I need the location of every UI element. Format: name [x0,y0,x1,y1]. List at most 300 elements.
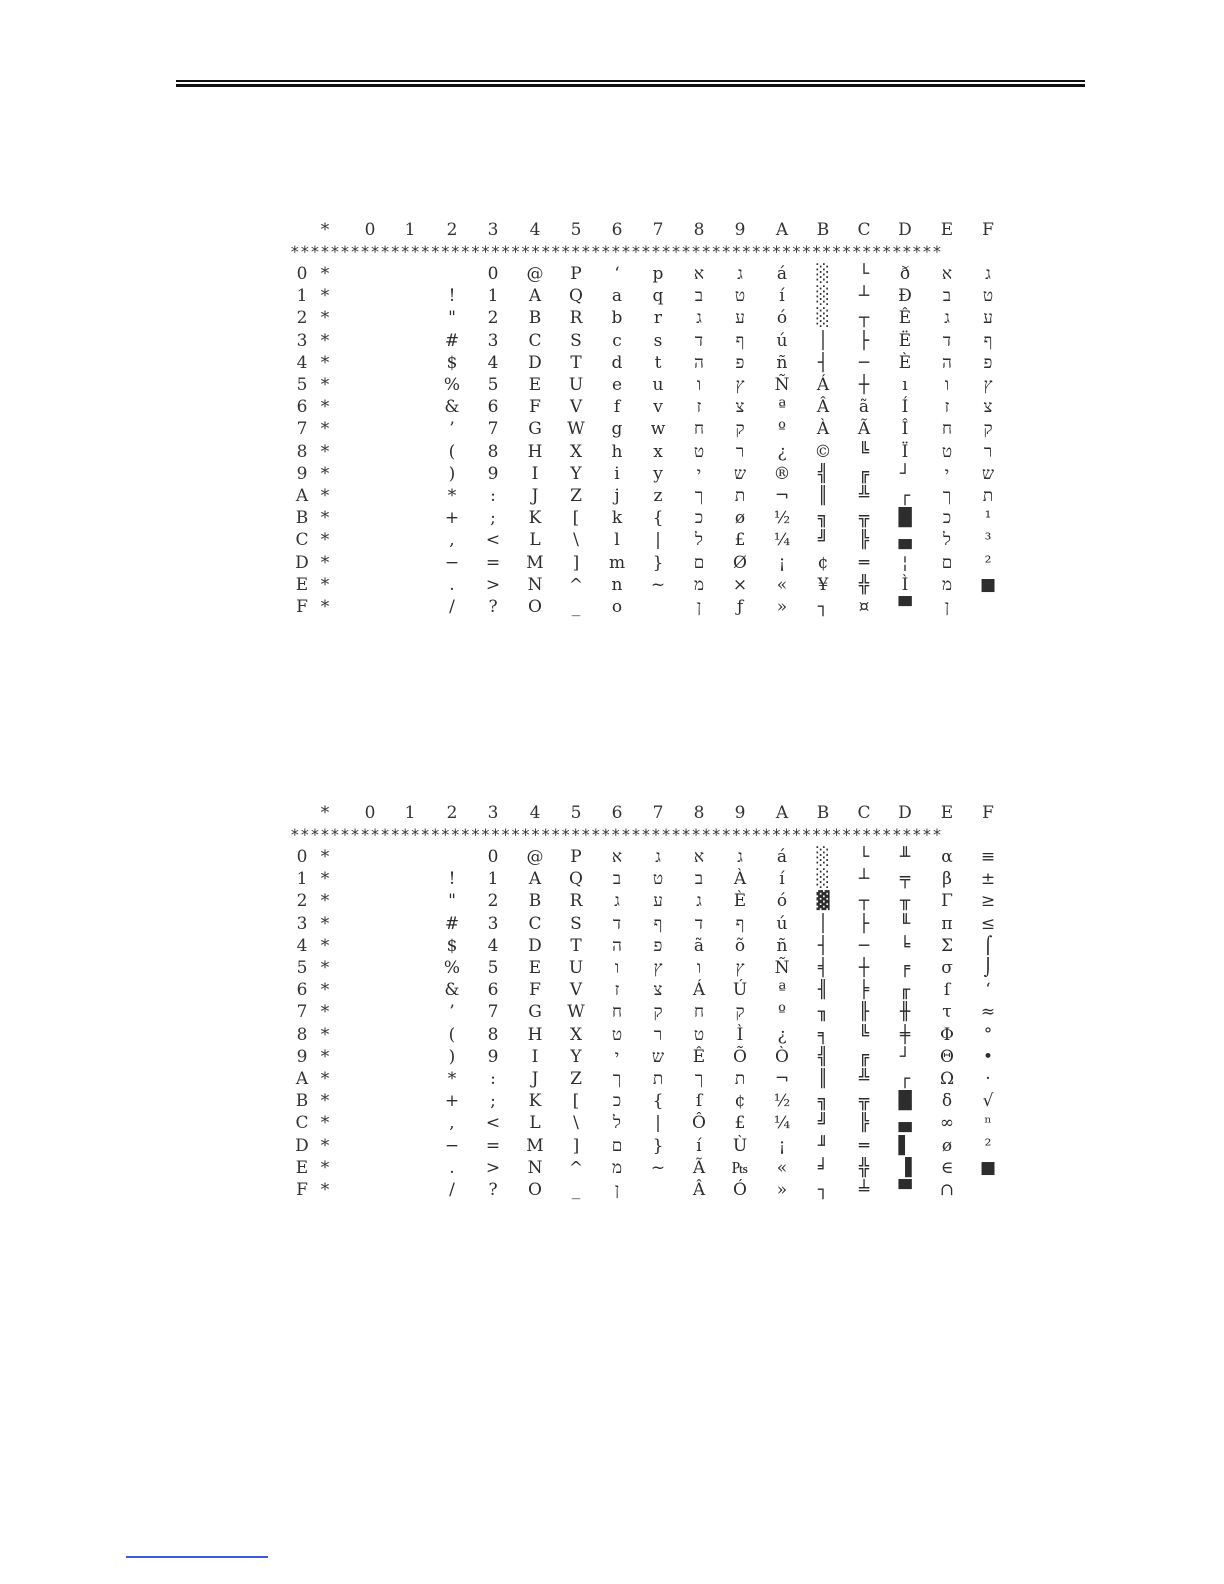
row-marker: * [320,1157,330,1178]
character-cell: ץ [983,375,993,395]
footer-link-underline[interactable] [126,1556,268,1558]
character-cell: ╣ [817,1046,829,1067]
character-cell: ¢ [817,552,829,573]
character-cell: ═ [858,1135,870,1156]
character-cell: ] [572,552,580,573]
character-cell: ק [983,419,993,440]
row-label: 3 [296,913,308,934]
character-cell: A [528,286,542,307]
character-cell: Θ [940,1046,954,1067]
row-marker: * [320,869,330,890]
character-cell: # [444,913,460,934]
row-label: 4 [296,935,308,956]
character-cell: ך [612,1069,622,1089]
character-cell: ┌ [899,1069,911,1089]
row-marker: * [320,375,330,395]
character-cell: ד [612,913,622,934]
row-label: F [296,1180,308,1200]
character-cell: Î [901,419,909,440]
row-marker: * [320,330,330,351]
character-cell: ? [488,1180,498,1200]
character-cell: Ï [901,441,909,462]
character-cell: ף [983,330,993,351]
character-cell: ר [735,441,745,462]
character-cell: 7 [487,419,499,440]
character-cell: ∈ [940,1157,954,1178]
character-cell: > [485,1157,501,1178]
character-code-table-1 [290,218,1010,638]
character-cell: Ø [733,552,747,573]
character-cell: + [444,1091,460,1112]
character-cell: ╠ [858,1113,870,1134]
row-marker: * [320,574,330,595]
character-cell: 9 [487,463,499,484]
row-marker: * [320,419,330,440]
character-cell: # [444,330,460,351]
character-cell: º [778,1002,786,1023]
character-cell: ├ [858,913,870,934]
character-cell: " [448,891,456,912]
row-label: B [295,508,309,529]
character-cell: ג [944,308,950,329]
character-cell: Ó [733,1180,747,1200]
column-header: 0 [364,220,376,240]
column-header: * [320,220,330,240]
character-cell: ך [694,1069,704,1089]
character-cell: | [655,1113,661,1134]
character-cell: « [776,574,788,595]
character-cell: ¬ [774,486,790,506]
column-header: 8 [693,803,705,823]
character-cell: o [611,597,623,617]
column-header: 3 [487,803,499,823]
character-cell: j [614,486,620,506]
row-label: 6 [296,980,308,1001]
character-cell: Ù [732,1135,748,1156]
character-cell: ┌ [899,486,911,506]
character-cell: ┘ [899,463,911,484]
character-cell: ¹ [984,508,992,529]
character-cell: ¤ [858,597,870,617]
character-cell: = [485,1135,501,1156]
column-header: 7 [652,220,664,240]
character-cell: Ê [898,308,912,329]
character-cell: ã [858,397,870,418]
row-marker: * [320,508,330,529]
character-cell: ¦ [902,552,908,573]
character-cell: ! [448,286,456,307]
row-marker: * [320,847,330,867]
character-cell: / [449,597,455,617]
character-cell: & [444,397,460,418]
character-cell: U [568,375,584,395]
character-cell: [ [572,508,580,529]
row-marker: * [320,463,330,484]
character-cell: d [611,352,623,373]
row-marker: * [320,486,330,506]
character-cell: T [570,935,582,956]
character-cell: ] [572,1135,580,1156]
character-cell: ° [983,1024,993,1045]
character-cell: ≤ [980,913,996,934]
character-cell: $ [446,352,458,373]
character-cell: b [611,308,623,329]
character-cell: ת [734,1069,746,1089]
character-cell: : [490,1069,496,1089]
character-cell: ר [653,1024,663,1045]
row-label: 5 [296,958,308,978]
character-cell: c [612,330,622,351]
row-marker: * [320,597,330,617]
character-cell: W [567,419,585,440]
character-cell: ▌ [898,1135,912,1156]
row-label: A [295,486,309,506]
character-cell: ª [777,980,787,1001]
character-cell: ’ [449,419,455,440]
character-cell: ┤ [817,352,829,373]
character-cell: p [652,264,664,284]
character-cell: Z [570,1069,582,1089]
character-cell: Ì [736,1024,744,1045]
column-header: 8 [693,220,705,240]
character-cell: ╔ [858,1046,870,1067]
character-cell: ^ [568,1157,584,1178]
character-cell: k [611,508,623,529]
character-cell: 6 [487,397,499,418]
character-cell: C [528,330,542,351]
character-cell: Y [570,1046,582,1067]
character-cell: A [528,869,542,890]
column-header: 3 [487,220,499,240]
character-cell: ╞ [858,980,870,1001]
character-cell: ץ [653,958,663,978]
character-cell: / [449,1180,455,1200]
character-cell: ח [693,1002,705,1023]
character-cell: { [652,1091,664,1112]
character-cell: e [611,375,623,395]
character-cell: P [570,847,582,867]
character-cell: J [531,486,539,506]
character-cell: σ [941,958,953,978]
character-cell: C [528,913,542,934]
column-header: 0 [364,803,376,823]
character-cell: ך [942,486,952,506]
character-cell: Σ [940,935,954,956]
column-header: 9 [734,220,746,240]
character-cell: ע [735,308,745,329]
character-cell: צ [735,397,745,418]
character-cell: ת [734,486,746,506]
character-cell: ≡ [980,847,996,867]
row-label: 6 [296,397,308,418]
asterisk-separator-line: ***************************************************************** [290,825,943,844]
character-cell: * [447,1069,457,1089]
header-rule [176,80,1085,87]
character-cell: L [529,530,541,551]
character-cell: © [814,441,832,462]
character-cell: ץ [735,958,745,978]
character-cell: | [655,530,661,551]
character-cell: y [653,463,663,484]
character-cell: ╠ [858,530,870,551]
row-marker: * [320,308,330,329]
row-label: 8 [296,441,308,462]
character-cell: ש [733,463,747,484]
character-cell: ║ [817,486,829,506]
character-cell: = [485,552,501,573]
character-cell: [ [572,1091,580,1112]
character-cell: ₧ [731,1157,749,1178]
character-cell: ) [448,463,456,484]
character-cell: ש [651,1046,665,1067]
character-cell: Â [816,397,830,418]
character-cell: È [733,891,747,912]
character-cell: ╣ [817,463,829,484]
character-cell: ſ [943,980,951,1001]
character-cell: └ [858,847,870,867]
character-cell: ם [941,552,953,573]
character-cell: ק [653,1002,663,1023]
column-header: E [940,220,954,240]
character-cell: ┼ [858,375,870,395]
character-cell: × [732,574,748,595]
character-cell: Z [570,486,582,506]
character-cell: a [611,286,623,307]
character-cell: ┘ [899,1046,911,1067]
character-cell: ו [696,958,702,978]
column-header: F [982,220,994,240]
column-header: B [816,803,830,823]
row-label: 2 [296,308,308,329]
character-cell: • [982,1046,994,1067]
character-cell: ~ [650,1157,666,1178]
character-cell: 1 [487,869,499,890]
character-cell: ^ [568,574,584,595]
character-cell: Á [816,375,830,395]
character-cell: 8 [487,1024,499,1045]
character-cell: ≥ [980,891,996,912]
row-label: C [295,530,309,551]
character-cell: ב [942,286,952,307]
character-cell: מ [941,574,953,595]
character-cell: ו [696,375,702,395]
character-cell: · [985,1069,991,1089]
row-marker: * [320,913,330,934]
column-header: 5 [570,220,582,240]
column-header: A [775,220,789,240]
character-cell: ╚ [858,1024,870,1045]
character-cell: ─ [858,352,870,373]
character-cell: τ [942,1002,952,1023]
character-cell: ╪ [899,1024,911,1045]
character-cell: N [527,1157,543,1178]
column-header: 6 [611,803,623,823]
character-cell: Ω [939,1069,955,1089]
character-cell: ■ [979,1157,997,1178]
row-marker: * [320,1180,330,1200]
character-cell: א [693,847,705,867]
character-cell: Ã [692,1157,706,1178]
character-cell: K [528,1091,542,1112]
character-cell: R [569,891,583,912]
character-cell: כ [942,508,952,529]
character-cell: ╕ [817,1024,829,1045]
character-cell: ( [448,1024,456,1045]
character-cell: ½ [773,1091,791,1112]
character-cell: 2 [487,891,499,912]
character-cell: t [654,352,662,373]
character-cell: K [528,508,542,529]
character-cell: ▀ [898,597,912,617]
character-cell: W [567,1002,585,1023]
character-cell: ┐ [817,597,829,617]
character-cell: 4 [487,352,499,373]
character-cell: ¥ [817,574,829,595]
character-cell: ך [694,486,704,506]
character-cell: 4 [487,935,499,956]
character-cell: פ [983,352,993,373]
character-cell: ; [490,1091,496,1112]
character-cell: ı [902,375,908,395]
character-cell: º [778,419,786,440]
row-marker: * [320,1046,330,1067]
character-cell: ƒ [736,597,744,617]
character-cell: Ñ [774,375,790,395]
character-cell: ן [944,597,950,617]
character-cell: ∩ [939,1180,955,1200]
character-cell: J [531,1069,539,1089]
character-cell: ■ [979,574,997,595]
character-cell: 3 [487,330,499,351]
column-header: 5 [570,803,582,823]
character-cell: Ì [901,574,909,595]
character-cell: ⌠ [983,935,993,956]
character-cell: á [776,847,788,867]
character-cell: ט [982,286,994,307]
character-cell: δ [941,1091,953,1112]
character-cell: − [444,1135,460,1156]
character-cell: X [569,1024,583,1045]
character-cell: ג [985,264,991,284]
character-cell: i [614,463,620,484]
character-cell: ף [735,913,745,934]
row-marker: * [320,1069,330,1089]
character-cell: % [443,958,461,978]
character-cell: ע [653,891,663,912]
character-cell: @ [526,264,544,284]
character-cell: ñ [776,352,788,373]
row-marker: * [320,891,330,912]
column-header: E [940,803,954,823]
character-cell: q [652,286,664,307]
character-cell: . [449,574,455,595]
character-cell: ╗ [817,1091,829,1112]
character-cell: E [528,375,542,395]
header-rule-thin-line [176,80,1085,82]
character-cell: ┤ [817,935,829,956]
character-cell: ± [980,869,996,890]
character-cell: ╟ [858,1002,870,1023]
character-cell: ░ [816,847,830,867]
character-cell: * [447,486,457,506]
column-header: 1 [404,220,416,240]
character-cell: ץ [735,375,745,395]
character-cell: % [443,375,461,395]
character-cell: 0 [487,847,499,867]
row-label: 9 [296,1046,308,1067]
column-header: A [775,803,789,823]
character-cell: ┴ [858,869,870,890]
character-cell: V [569,397,583,418]
character-cell: P [570,264,582,284]
character-cell: ג [614,891,620,912]
character-cell: F [529,980,541,1001]
character-cell: ט [693,441,705,462]
character-cell: Q [569,869,583,890]
character-cell: _ [571,1180,581,1200]
character-cell: » [776,597,788,617]
character-cell: < [485,1113,501,1134]
character-cell: z [653,486,663,506]
character-cell: ╙ [899,913,911,934]
character-cell: ╤ [899,869,911,890]
character-cell: ו [614,958,620,978]
character-cell: ’ [449,1002,455,1023]
character-cell: ² [984,552,992,573]
character-cell: ╦ [858,1091,870,1112]
character-cell: ╧ [858,1180,870,1200]
character-cell: ! [448,869,456,890]
character-cell: R [569,308,583,329]
character-cell: ░ [816,308,830,329]
character-cell: פ [653,935,663,956]
character-cell: י [614,1046,620,1067]
character-cell: Ô [692,1113,706,1134]
character-cell: \ [573,530,579,551]
row-marker: * [320,397,330,418]
character-cell: ║ [817,1069,829,1089]
row-label: C [295,1113,309,1134]
row-marker: * [320,286,330,307]
character-cell: Ú [732,980,748,1001]
character-cell: Ñ [774,958,790,978]
character-cell: β [942,869,952,890]
row-label: F [296,597,308,617]
character-cell: Ê [692,1046,706,1067]
character-cell: ╖ [817,1002,829,1023]
character-cell: Ã [857,419,871,440]
character-cell: │ [817,913,829,934]
character-cell: ה [612,935,622,956]
character-cell: ╒ [899,958,911,978]
character-cell: E [528,958,542,978]
character-cell: ¿ [777,441,787,462]
character-cell: י [944,463,950,484]
character-cell: Γ [941,891,953,912]
character-cell: ל [613,1113,621,1134]
character-cell: 2 [487,308,499,329]
row-marker: * [320,441,330,462]
character-cell: 5 [487,375,499,395]
character-cell: F [529,397,541,418]
row-marker: * [320,1024,330,1045]
character-cell: מ [693,574,705,595]
character-cell: ה [942,352,952,373]
character-cell: G [528,419,542,440]
character-cell: G [528,1002,542,1023]
character-cell: ט [652,869,664,890]
character-cell: ח [611,1002,623,1023]
